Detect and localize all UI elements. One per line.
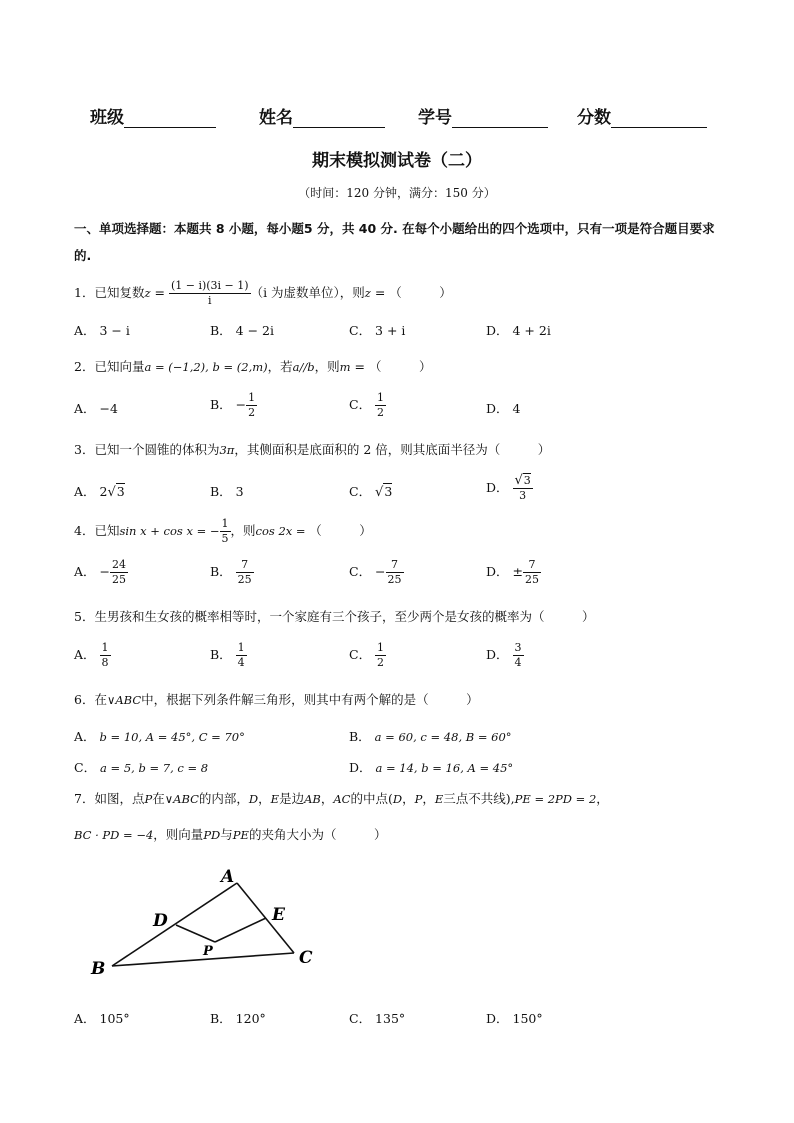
q3-tail: ，其侧面积是底面积的 2 倍，则其底面半径为（ ）	[234, 442, 551, 457]
q4-b-den: 25	[237, 573, 252, 586]
class-label: 班级	[90, 108, 124, 128]
label-b: B	[91, 959, 106, 979]
triangle-figure	[90, 862, 330, 986]
q7-triangle: ∨ABC	[164, 792, 199, 806]
q3-d-radicand: 3	[523, 474, 531, 487]
question-4	[74, 517, 372, 546]
q5-option-c[interactable]	[349, 641, 386, 670]
triangle-diagram	[90, 862, 330, 982]
q3-option-c[interactable]	[349, 482, 392, 500]
q5-d-num: 3	[514, 641, 522, 654]
q3-option-b[interactable]: B． 3	[210, 484, 244, 499]
q1-option-a[interactable]: A． 3 − i	[74, 323, 130, 338]
q4-b-fraction	[236, 558, 254, 587]
q3-a-radicand: 3	[116, 484, 125, 499]
q2-var-m: m	[339, 360, 351, 374]
q2-c-den: 2	[377, 406, 385, 419]
q1-prefix: 1．已知复数	[74, 285, 145, 300]
exam-title: 期末模拟测试卷（二）	[312, 151, 482, 171]
number-label: 学号	[418, 108, 452, 128]
class-field	[90, 103, 216, 128]
q4-c-num: 7	[386, 558, 404, 573]
q2-mid: ，若	[267, 359, 293, 374]
q1-option-d[interactable]: D． 4 + 2i	[486, 323, 551, 338]
q7-point-d2: D	[392, 792, 403, 806]
q1-option-c[interactable]: C． 3 + i	[349, 323, 406, 338]
q7-dot-product: BC · PD = −4	[74, 828, 154, 842]
q4-option-d[interactable]	[486, 558, 541, 587]
q1-mid: （i 为虚数单位），则	[250, 285, 365, 300]
q5-c-den: 2	[377, 656, 385, 669]
q6-option-a[interactable]	[74, 727, 245, 745]
q7-text-a: 7．如图，点	[74, 791, 145, 806]
q6-option-c[interactable]	[74, 758, 208, 776]
q7-vector-pd: PD	[203, 828, 221, 842]
label-d: D	[153, 911, 168, 931]
q4-prefix: 4．已知	[74, 523, 120, 538]
q7-eq1: PE = 2PD = 2	[514, 792, 597, 806]
q5-a-den: 8	[101, 656, 109, 669]
q5-b-label: B．	[210, 647, 236, 662]
q5-d-den: 4	[514, 656, 522, 669]
name-field	[259, 103, 385, 128]
q3-c-radicand: 3	[384, 484, 393, 499]
q1-tail: = （ ）	[370, 285, 452, 300]
q7-comma4: ，	[422, 791, 435, 806]
sqrt-icon: √	[107, 485, 116, 500]
q4-num: 1	[221, 517, 229, 530]
q7-comma5: ，	[596, 791, 609, 806]
q4-fraction	[220, 517, 231, 546]
q3-c-label: C．	[349, 484, 376, 499]
q6-c-expr: a = 5, b = 7, c = 8	[100, 761, 209, 775]
q5-c-label: C．	[349, 647, 376, 662]
q7-option-c[interactable]: C． 135°	[349, 1011, 406, 1026]
q4-d-fraction	[523, 558, 541, 587]
q5-d-fraction	[513, 641, 524, 670]
q7-comma3: ，	[402, 791, 415, 806]
q5-a-fraction	[100, 641, 111, 670]
q2-option-d[interactable]: D． 4	[486, 401, 521, 416]
question-1	[74, 279, 452, 308]
label-c: C	[299, 948, 313, 968]
sqrt-icon: √	[514, 473, 523, 488]
q3-a-label: A． 2	[74, 484, 108, 499]
question-2	[74, 357, 431, 375]
q5-option-b[interactable]	[210, 641, 247, 670]
q3-option-d[interactable]	[486, 474, 533, 503]
q2-tail: = （ ）	[350, 359, 432, 374]
edge-ba	[112, 883, 237, 966]
q7-point-p2: P	[414, 792, 423, 806]
q4-option-c[interactable]	[349, 558, 404, 587]
q2-prefix: 2．已知向量	[74, 359, 145, 374]
question-7-line-1	[74, 789, 609, 807]
number-blank[interactable]	[452, 111, 548, 128]
question-3	[74, 440, 550, 458]
q2-option-b[interactable]	[210, 391, 257, 420]
q7-side-ab: AB	[304, 792, 321, 806]
q7-option-d[interactable]: D． 150°	[486, 1011, 543, 1026]
q4-d-den: 25	[524, 573, 539, 586]
q4-d-num: 7	[523, 558, 541, 573]
q7-text-g: ，则向量	[153, 827, 204, 842]
header-row	[0, 103, 794, 129]
question-5: 5．生男孩和生女孩的概率相等时，一个家庭有三个孩子，至少两个是女孩的概率为（ ）	[74, 609, 595, 624]
name-blank[interactable]	[293, 111, 385, 128]
q2-option-c[interactable]	[349, 391, 386, 420]
q7-text-and: 与	[220, 827, 233, 842]
q7-text-e: 的中点(	[350, 791, 393, 806]
q7-option-a[interactable]: A． 105°	[74, 1011, 130, 1026]
q2-vectors: a = (−1,2), b = (2,m)	[144, 360, 268, 374]
q6-c-label: C．	[74, 760, 101, 775]
q7-vector-pe: PE	[232, 828, 249, 842]
q4-c-label: C． −	[349, 564, 386, 579]
q2-b-num: 1	[248, 391, 256, 404]
score-label: 分数	[577, 108, 611, 128]
segment-pe	[215, 918, 266, 942]
q5-a-num: 1	[101, 641, 109, 654]
question-6	[74, 690, 479, 708]
q2-mid2: ，则	[314, 359, 340, 374]
q3-d-num	[513, 474, 533, 489]
q4-c-den: 25	[387, 573, 402, 586]
q4-mid: ，则	[230, 523, 256, 538]
q2-option-a[interactable]: A． −4	[74, 401, 118, 416]
q2-option-c-fraction	[375, 391, 386, 420]
section-heading: 一、单项选择题：本题共 8 小题，每小题5 分，共 40 分. 在每个小题给出的四个选项中，只有一项是符合题目要求的.	[74, 221, 715, 263]
q4-b-num: 7	[236, 558, 254, 573]
name-label: 姓名	[259, 108, 293, 128]
q1-fraction	[169, 279, 251, 308]
q1-numerator: (1 − i)(3i − 1)	[170, 279, 249, 292]
label-a: A	[221, 867, 235, 887]
q4-expr: sin x + cos x = −	[119, 524, 220, 538]
label-e: E	[272, 905, 285, 925]
q1-eq: =	[150, 285, 169, 300]
exam-subtitle: （时间：120 分钟，满分：150 分）	[298, 186, 496, 200]
q3-d-fraction	[513, 474, 533, 503]
q6-a-expr: b = 10, A = 45°, C = 70°	[99, 730, 245, 744]
q7-option-b[interactable]: B． 120°	[210, 1011, 266, 1026]
q7-text-c: 的内部，	[198, 791, 249, 806]
q4-d-label: D． ±	[486, 564, 523, 579]
q7-point-p: P	[144, 792, 153, 806]
q5-b-fraction	[236, 641, 247, 670]
q6-option-b[interactable]	[349, 727, 512, 745]
q1-var-z: z	[144, 286, 151, 300]
q3-volume: 3π	[219, 443, 235, 457]
q4-c-fraction	[386, 558, 404, 587]
q6-d-label: D．	[349, 760, 376, 775]
q3-d-den: 3	[519, 489, 527, 502]
q4-b-label: B．	[210, 564, 236, 579]
q5-b-den: 4	[237, 656, 245, 669]
q5-c-num: 1	[377, 641, 385, 654]
segment-dp	[176, 925, 215, 942]
q3-option-a[interactable]	[74, 482, 125, 500]
q4-a-den: 25	[111, 573, 126, 586]
q6-option-d[interactable]	[349, 758, 513, 776]
q7-point-d: D	[248, 792, 259, 806]
q7-text-b: 在	[152, 791, 165, 806]
q1-option-b[interactable]: B． 4 − 2i	[210, 323, 274, 338]
number-field	[418, 103, 548, 128]
q1-denominator: i	[207, 294, 212, 307]
q2-b-den: 2	[248, 406, 256, 419]
q6-triangle: ∨ABC	[106, 693, 142, 707]
q4-tail: （ ）	[309, 523, 372, 538]
q7-text-f: 三点不共线),	[443, 791, 515, 806]
q7-side-ac: AC	[333, 792, 351, 806]
label-p: P	[203, 944, 213, 959]
q3-prefix: 3．已知一个圆锥的体积为	[74, 442, 220, 457]
q7-comma: ，	[258, 791, 271, 806]
score-field	[577, 103, 707, 128]
q5-d-label: D．	[486, 647, 513, 662]
question-7-line-2	[74, 825, 386, 843]
q4-option-b[interactable]	[210, 558, 254, 587]
q2-option-b-label: B． −	[210, 397, 247, 412]
class-blank[interactable]	[124, 111, 216, 128]
q6-a-label: A．	[74, 729, 100, 744]
q4-expr2: cos 2x =	[255, 524, 310, 538]
q6-b-expr: a = 60, c = 48, B = 60°	[374, 730, 512, 744]
q6-b-label: B．	[349, 729, 375, 744]
q4-den: 5	[221, 532, 229, 545]
q4-a-num: 24	[111, 558, 126, 571]
q4-a-label: A． −	[74, 564, 110, 579]
q7-comma2: ，	[320, 791, 334, 806]
q2-condition: a//b	[292, 360, 315, 374]
q7-point-e2: E	[434, 792, 444, 806]
q4-option-a[interactable]	[74, 558, 128, 587]
q1-var-z2: z	[364, 286, 371, 300]
q5-b-num: 1	[237, 641, 245, 654]
q3-d-label: D．	[486, 480, 513, 495]
sqrt-icon: √	[375, 485, 384, 500]
q6-d-expr: a = 14, b = 16, A = 45°	[375, 761, 514, 775]
q6-tail: 中，根据下列条件解三角形，则其中有两个解的是（ ）	[141, 692, 479, 707]
q2-option-b-fraction	[246, 391, 257, 420]
q5-option-d[interactable]	[486, 641, 524, 670]
q5-a-label: A．	[74, 647, 100, 662]
q5-option-a[interactable]	[74, 641, 111, 670]
q2-c-num: 1	[377, 391, 385, 404]
q7-point-e: E	[270, 792, 280, 806]
q4-a-fraction	[110, 558, 128, 587]
q2-option-c-label: C．	[349, 397, 376, 412]
score-blank[interactable]	[611, 111, 707, 128]
q7-text-d: 是边	[279, 791, 305, 806]
q6-prefix: 6．在	[74, 692, 107, 707]
q7-text-h: 的夹角大小为（ ）	[248, 827, 387, 842]
q5-c-fraction	[375, 641, 386, 670]
